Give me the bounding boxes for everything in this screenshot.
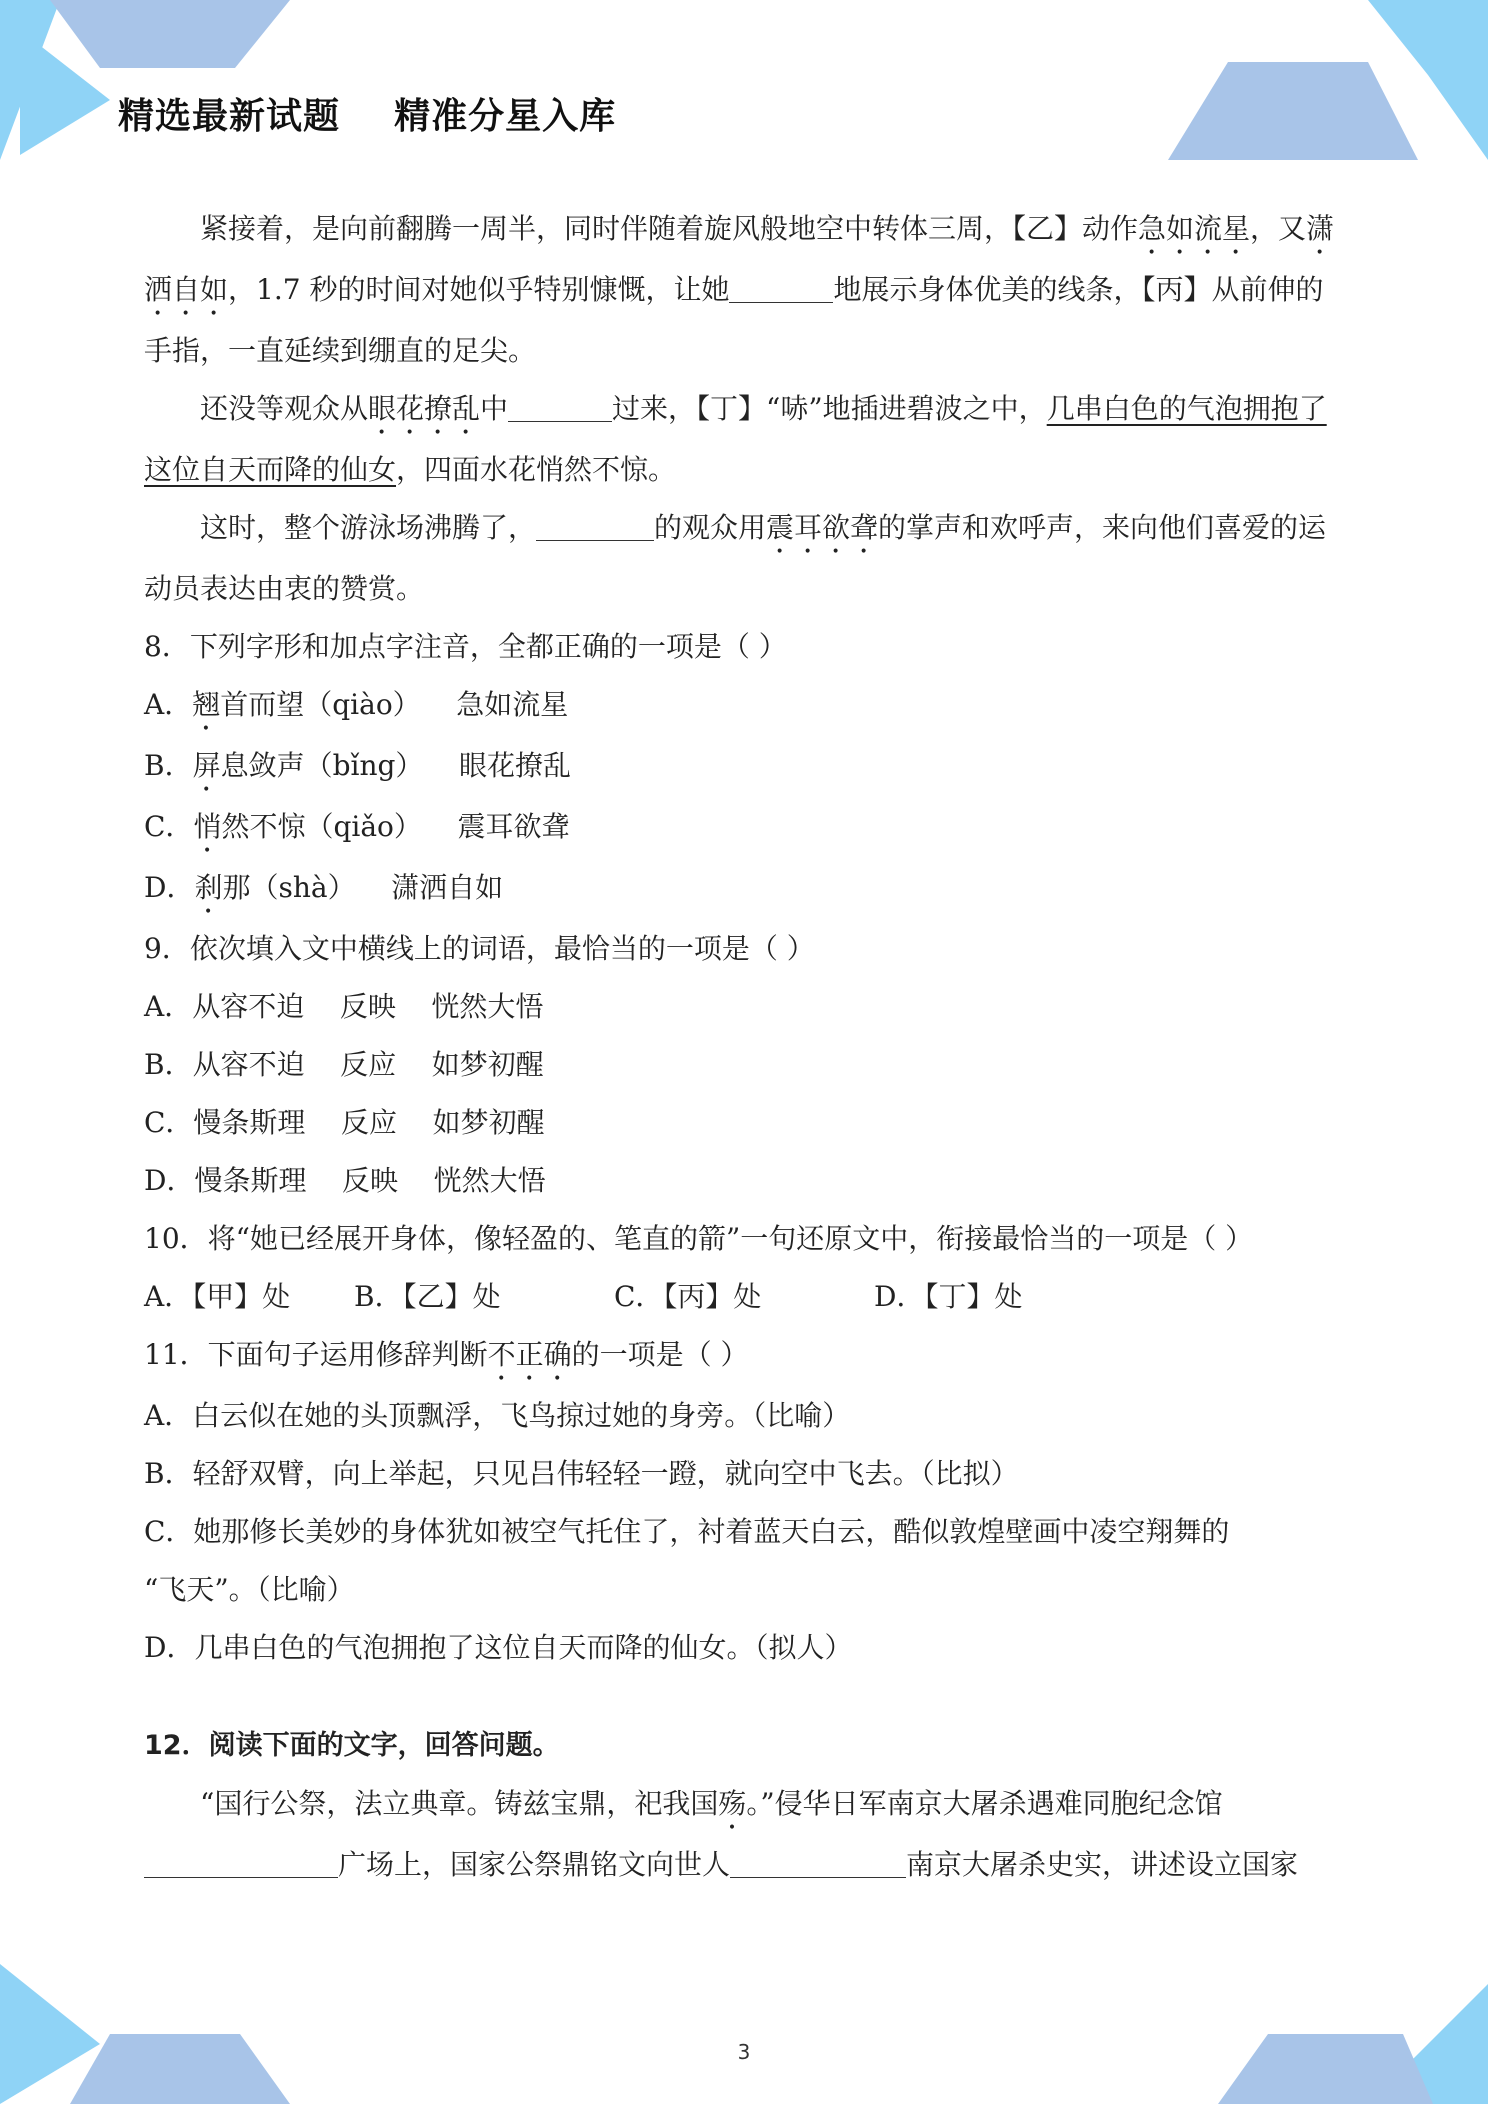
fill-blank: [144, 1843, 338, 1878]
question-10-option-a: A．【甲】处: [144, 1280, 291, 1313]
question-8-option-a: A．翘首而望（qiào） 急如流星: [144, 688, 569, 721]
question-10-stem: 10．将“她已经展开身体，像轻盈的、笔直的箭”一句还原文中，衔接最恰当的一项是（ ）: [144, 1222, 1254, 1255]
question-9-stem: 9．依次填入文中横线上的词语，最恰当的一项是（ ）: [144, 932, 815, 965]
passage-paragraph-1: 紧接着，是向前翻腾一周半，同时伴随着旋风般地空中转体三周，【乙】动作急如流星，又潇洒自如，1.7 秒的时间对她似乎特别慷慨，让她 地展示身体优美的线条，【丙】从前伸的手指，一直延续到绷直的足尖。: [144, 212, 1335, 367]
question-12-paragraph: “国行公祭，法立典章。铸兹宝鼎，祀我国殇。”侵华日军南京大屠杀遇难同胞纪念馆广场上，国家公祭鼎铭文向世人 南京大屠杀史实，讲述设立国家: [144, 1775, 1350, 1894]
fill-blank: [508, 387, 612, 422]
question-11-option-b: B．轻舒双臂，向上举起，只见吕伟轻轻一蹬，就向空中飞去。（比拟）: [144, 1457, 1019, 1490]
corner-decoration-bottom-left: [0, 1924, 300, 2104]
corner-decoration-top-right: [1158, 0, 1488, 170]
fill-blank: [729, 268, 833, 303]
dotted-text: 潇洒自如: [144, 212, 1335, 306]
question-8-option-b: B．屏息敛声（bǐng） 眼花撩乱: [144, 749, 572, 782]
passage-paragraph-2: 还没等观众从眼花撩乱中 过来，【丁】“哧”地插进碧波之中，几串白色的气泡拥抱了这位自天而降的仙女，四面水花悄然不惊。: [144, 380, 1350, 499]
question-11-option-a: A．白云似在她的头顶飘浮，飞鸟掠过她的身旁。（比喻）: [144, 1399, 851, 1432]
question-10-option-c: C．【丙】处: [614, 1280, 762, 1313]
question-11-option-c-continued: “飞天”。（比喻）: [144, 1573, 355, 1606]
question-9-option-b: B．从容不迫 反应 如梦初醒: [144, 1048, 544, 1081]
question-10-option-b: B．【乙】处: [354, 1280, 501, 1313]
question-11-option-d: D．几串白色的气泡拥抱了这位自天而降的仙女。（拟人）: [144, 1631, 853, 1664]
header-title: 精选最新试题 精准分星入库: [118, 96, 617, 137]
question-11-stem: 11．下面句子运用修辞判断不正确的一项是（ ）: [144, 1338, 749, 1371]
corner-decoration-top-left: [0, 0, 300, 170]
dotted-text: 震耳欲聋: [766, 511, 879, 544]
question-9-option-c: C．慢条斯理 反应 如梦初醒: [144, 1106, 545, 1139]
passage-paragraph-3: 这时，整个游泳场沸腾了， 的观众用震耳欲聋的掌声和欢呼声，来向他们喜爱的运动员表达由衷的赞赏。: [144, 499, 1350, 618]
question-8-option-c: C．悄然不惊（qiǎo） 震耳欲聋: [144, 810, 570, 843]
dotted-text: 不正确: [487, 1338, 572, 1371]
dotted-text: 眼花撩乱: [368, 392, 481, 425]
corner-decoration-bottom-right: [1188, 1924, 1488, 2104]
page-number: 3: [737, 2040, 751, 2064]
fill-blank: [536, 506, 654, 541]
fill-blank: [730, 1843, 906, 1878]
question-9-option-d: D．慢条斯理 反映 恍然大悟: [144, 1164, 546, 1197]
question-10-options: [144, 1268, 1350, 1326]
dotted-text: 急如流星: [1138, 212, 1251, 245]
question-11-option-c: C．她那修长美妙的身体犹如被空气托住了，衬着蓝天白云，酷似敦煌壁画中凌空翔舞的: [144, 1515, 1230, 1548]
dotted-text: 殇: [718, 1787, 747, 1820]
underlined-sentence: 几串白色的气泡拥抱了这位自天而降的仙女: [144, 392, 1327, 486]
question-12-title: 12．阅读下面的文字，回答问题。: [144, 1730, 560, 1761]
question-9-option-a: A．从容不迫 反映 恍然大悟: [144, 990, 544, 1023]
question-8-option-d: D．刹那（shà） 潇洒自如: [144, 871, 504, 904]
document-body: [144, 200, 1350, 1894]
question-8-stem: 8．下列字形和加点字注音，全都正确的一项是（ ）: [144, 630, 787, 663]
question-10-option-d: D．【丁】处: [874, 1280, 1023, 1313]
